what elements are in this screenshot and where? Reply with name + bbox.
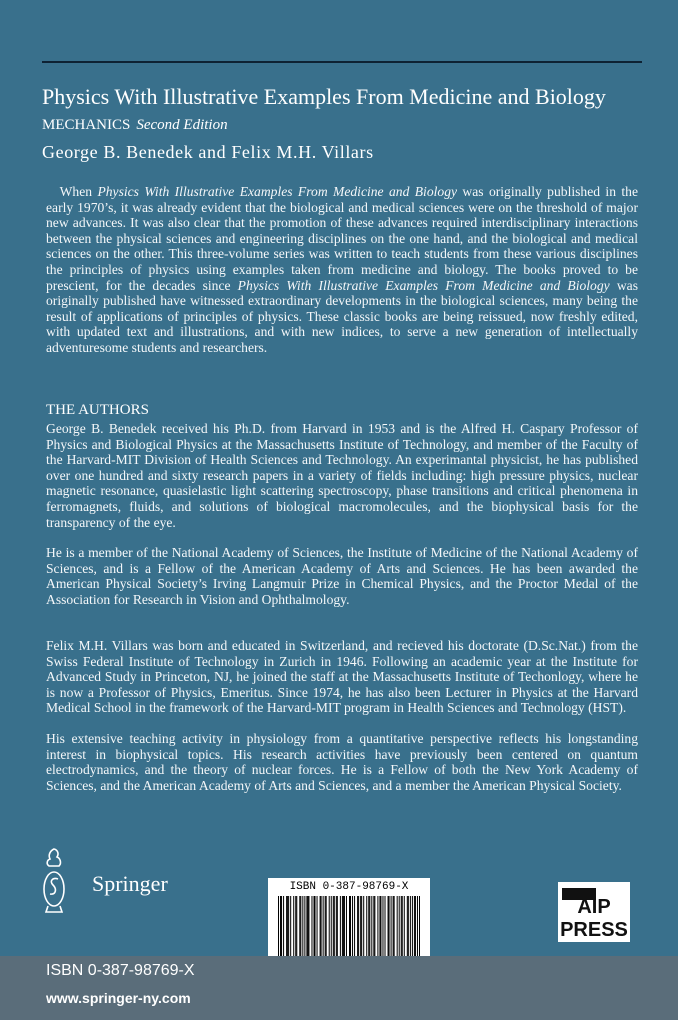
subject-label: MECHANICS <box>42 117 131 133</box>
edition-label: Second Edition <box>136 117 228 133</box>
top-rule <box>42 61 642 63</box>
aip-logo-line1: AIP <box>577 896 611 918</box>
barcode-isbn-label: ISBN 0-387-98769-X <box>289 881 409 893</box>
description-paragraph <box>46 184 638 356</box>
blurb-text-1: When <box>59 184 98 199</box>
springer-knight-icon <box>36 845 72 915</box>
blurb-book-title-2: Physics With Illustrative Examples From Medicine and Biology <box>237 277 610 293</box>
aip-logo-line2: PRESS <box>560 919 628 941</box>
isbn-number: ISBN 0-387-98769-X <box>46 962 195 979</box>
springer-wordmark: Springer <box>92 871 168 896</box>
blurb-text-3: was originally published have witnessed extraordinary developments in the biological sciences, many being the result of applications of principles of physics. These classic books are being reissued, now freshly edited, with updated text and illustrations, and with new indices, to serve a new generation of intellectually adventuresome students and researchers. <box>46 277 638 355</box>
publisher-url[interactable]: www.springer-ny.com <box>46 990 191 1006</box>
springer-logo <box>36 845 196 915</box>
benedek-honors: He is a member of the National Academy of Sciences, the Institute of Medicine of the National Academy of Sciences, and is a Fellow of the American Academy of Arts and Sciences. He has been awarded the American Physical Society’s Irving Langmuir Prize in Chemical Physics, and the Proctor Medal of the Association for Research in Vision and Ophthalmology. <box>46 545 638 607</box>
book-title: Physics With Illustrative Examples From Medicine and Biology <box>42 84 606 109</box>
authors-heading: THE AUTHORS <box>46 402 149 418</box>
villars-bio: Felix M.H. Villars was born and educated in Switzerland, and recieved his doctorate (D.Sc.Nat.) from the Swiss Federal Institute of Technology in Zurich in 1946. Following an academic year at the Institute for Advanced Study in Princeton, NJ, he joined the staff at the Massachusetts Institute of Techonlogy, where he is now a Professor of Physics, Emeritus. Since 1974, he has also been Lecturer in Physics at the Harvard Medical School in the framework of the Harvard-MIT program in Health Sciences and Technology (HST). <box>46 638 638 716</box>
author-names: George B. Benedek and Felix M.H. Villars <box>42 142 374 162</box>
benedek-bio: George B. Benedek received his Ph.D. from Harvard in 1953 and is the Alfred H. Caspary Professor of Physics and Biological Physics at the Massachusetts Institute of Technology, and member of the Faculty of the Harvard-MIT Division of Health Sciences and Technology. An experimantal physicist, he has published over one hundred and sixty research papers in a variety of fields including: high pressure physics, nuclear magnetic resonance, quasielastic light scattering spectroscopy, phase transitions and critical phenomena in ferromagnets, fluids, and solutions of biological macromolecules, and the biophysical basis for the transparency of the eye. <box>46 421 638 530</box>
blurb-book-title-1: Physics With Illustrative Examples From Medicine and Biology <box>97 184 458 199</box>
villars-interests: His extensive teaching activity in physiology from a quantitative perspective reflects his longstanding interest in biophysical topics. His research activities have previously been centered on quantum electrodynamics, and the theory of nuclear forces. He is a Fellow of both the New York Academy of Sciences, and the American Academy of Arts and Sciences, and a member the American Physical Society. <box>46 731 638 793</box>
book-subtitle <box>42 116 228 134</box>
aip-press-logo <box>556 880 632 944</box>
blurb-text-2: was originally published in the early 1970’s, it was already evident that the biological and medical sciences were on the threshold of major new advances. It was also clear that the promotion of these advances required interdisciplinary interactions between the physical sciences and engineering disciplines on the one hand, and the biological and medical sciences on the other. This three-volume series was written to teach students from these various disciplines the principles of physics using examples taken from medicine and biology. The books proved to be prescient, for the decades since <box>46 184 638 293</box>
